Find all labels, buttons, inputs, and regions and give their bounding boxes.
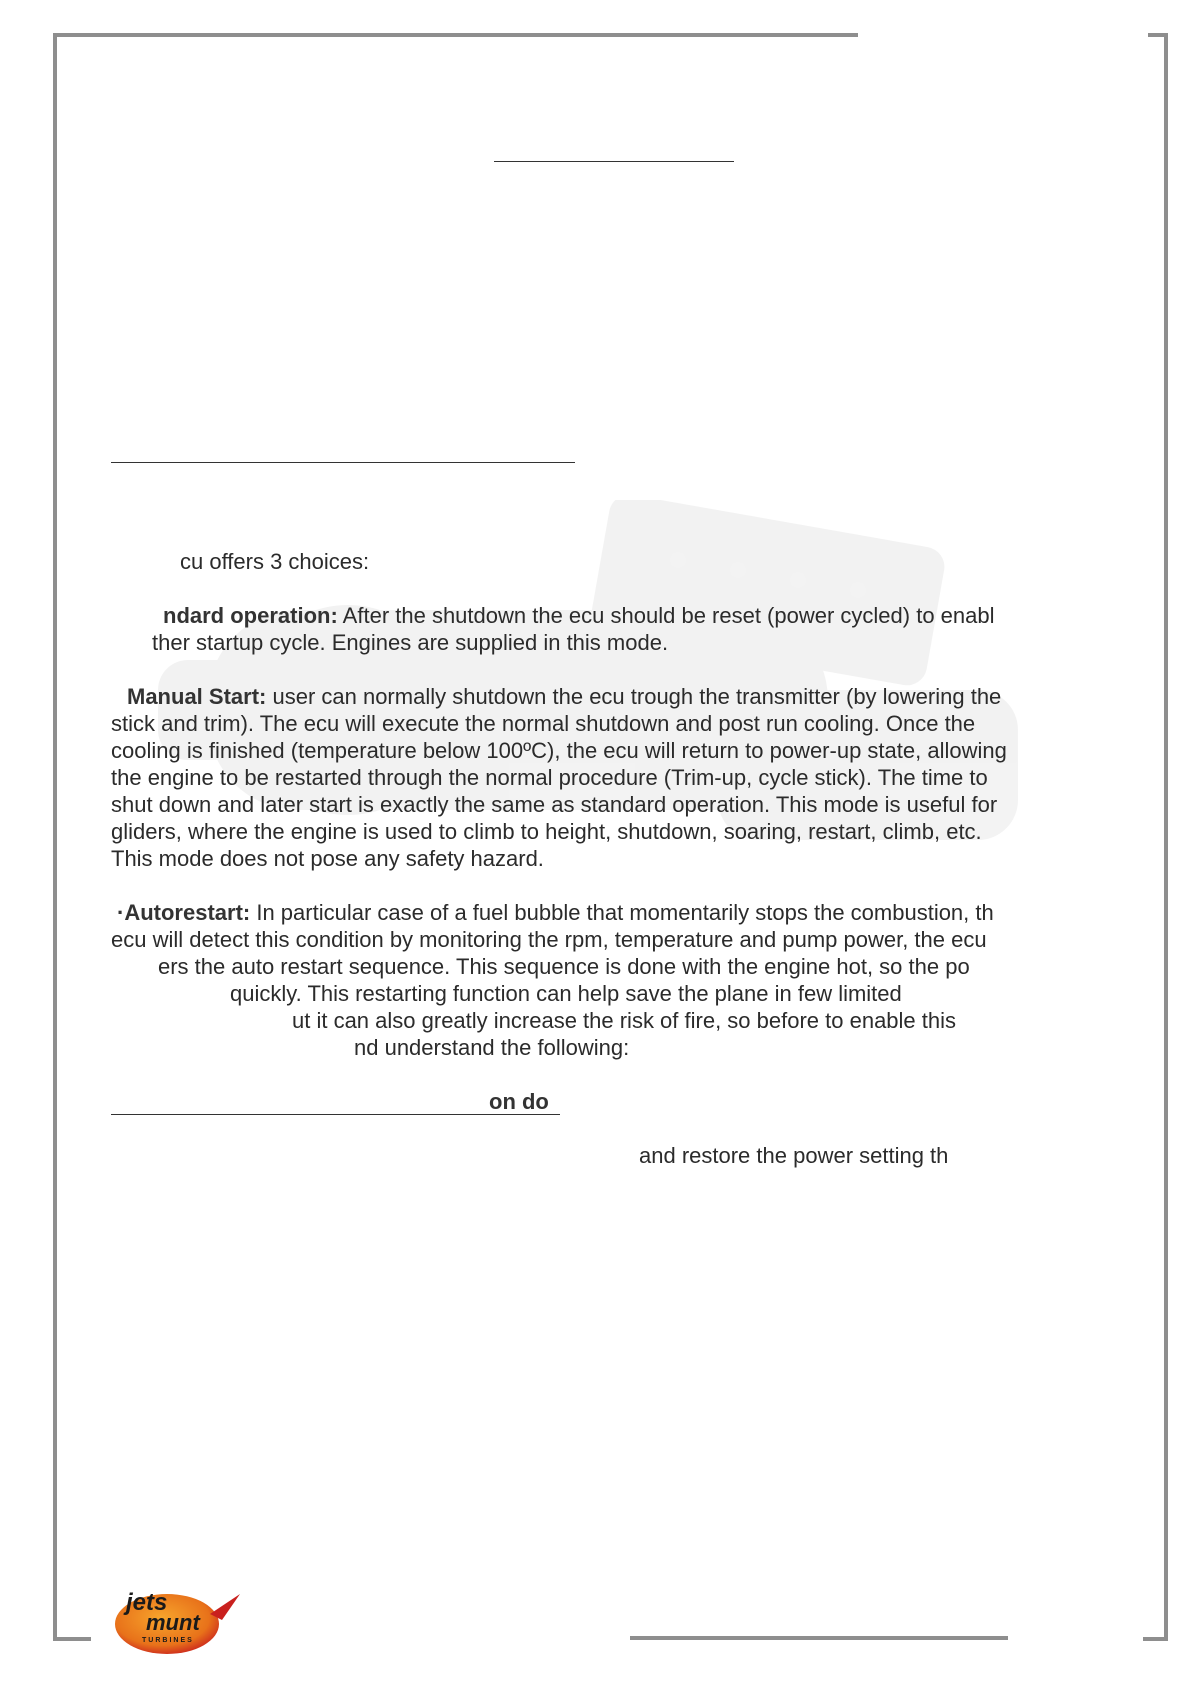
frame-right-line: [1164, 33, 1168, 1641]
note-fragment-bold: [489, 1088, 549, 1115]
note-fragment-bold-text: on do: [489, 1089, 549, 1114]
manual-start-line-1: [127, 683, 1001, 710]
autorestart-line-5: ut it can also greatly increase the risk of fire, so before to enable this: [292, 1008, 957, 1033]
manual-start-line-7: This mode does not pose any safety hazard.: [111, 846, 544, 871]
autorestart-line-3: ers the auto restart sequence. This sequence is done with the engine hot, so the po: [158, 954, 970, 979]
title-underline: [494, 161, 734, 162]
standard-operation-label: ndard operation:: [163, 603, 338, 628]
frame-left-line: [53, 33, 57, 1641]
svg-text:munt: munt: [146, 1610, 200, 1635]
standard-operation-line-2: ther startup cycle. Engines are supplied in this mode.: [152, 630, 669, 655]
manual-start-line-5: shut down and later start is exactly the same as standard operation. This mode is useful for: [111, 792, 998, 817]
autorestart-line-6: nd understand the following:: [354, 1035, 630, 1060]
note-fragment-plain: and restore the power setting th: [639, 1143, 949, 1168]
intro-text: cu offers 3 choices:: [180, 549, 370, 574]
autorestart-line-4: quickly. This restarting function can help save the plane in few limited: [230, 981, 902, 1006]
frame-bottom-middle-line: [630, 1636, 1008, 1640]
manual-start-line-3: cooling is finished (temperature below 100ºC), the ecu will return to power-up state, allowing: [111, 738, 1007, 763]
manual-start-text: user can normally shutdown the ecu trough the transmitter (by lowering the: [266, 684, 1002, 709]
frame-bottom-right-stub: [1143, 1637, 1168, 1641]
standard-operation-line-1: [163, 602, 995, 629]
standard-operation-text: After the shutdown the ecu should be reset (power cycled) to enabl: [337, 603, 995, 628]
frame-top-line: [53, 33, 858, 37]
svg-text:jets: jets: [126, 1589, 168, 1616]
manual-start-line-6: gliders, where the engine is used to climb to height, shutdown, soaring, restart, climb, etc.: [111, 819, 982, 844]
autorestart-line-2: ecu will detect this condition by monitoring the rpm, temperature and pump power, the ecu: [111, 927, 987, 952]
autorestart-text: In particular case of a fuel bubble that momentarily stops the combustion, th: [250, 900, 994, 925]
jetsmunt-logo: [112, 1576, 242, 1656]
section-underline: [111, 462, 575, 463]
autorestart-label: ·Autorestart:: [117, 900, 251, 925]
manual-start-label: Manual Start:: [127, 684, 267, 709]
manual-start-line-2: stick and trim). The ecu will execute the normal shutdown and post run cooling. Once the: [111, 711, 976, 736]
frame-bottom-left-stub: [53, 1637, 91, 1641]
svg-text:TURBINES: TURBINES: [142, 1637, 194, 1644]
autorestart-line-1: [117, 899, 994, 926]
manual-start-line-4: the engine to be restarted through the normal procedure (Trim-up, cycle stick). The time to: [111, 765, 988, 790]
